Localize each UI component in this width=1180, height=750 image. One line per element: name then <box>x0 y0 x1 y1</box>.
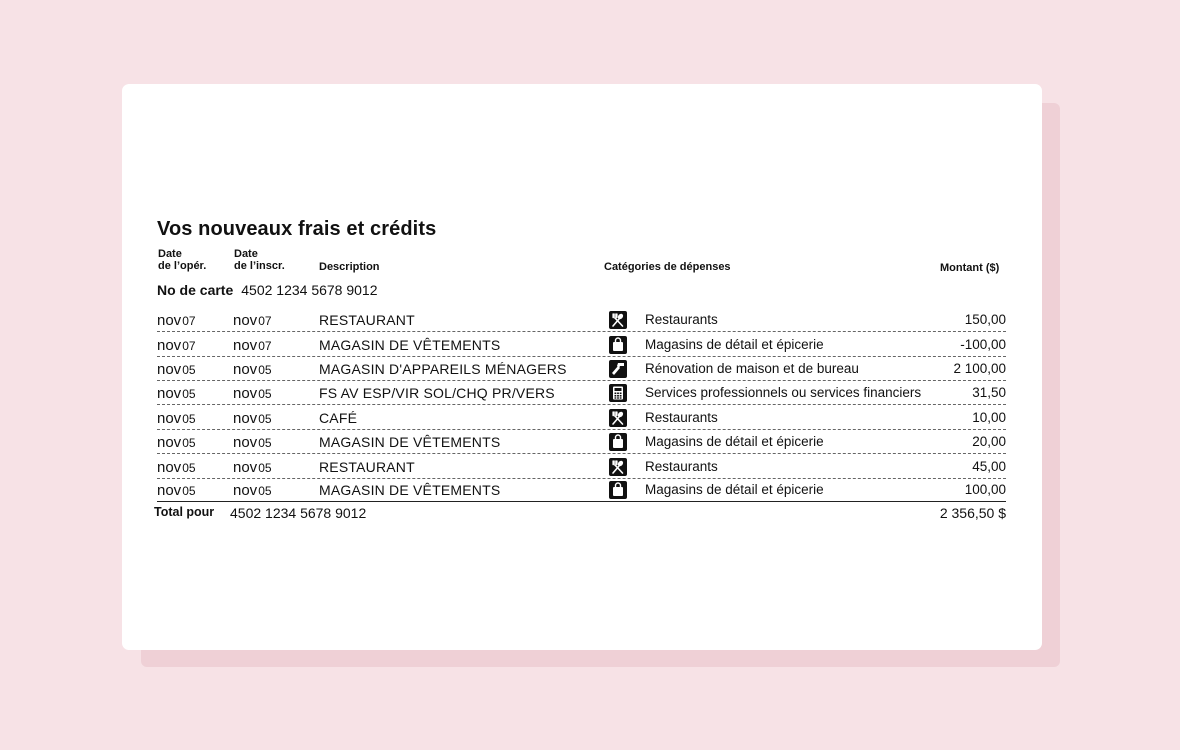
operation-date <box>157 312 196 329</box>
total-row <box>154 505 1006 525</box>
row-divider <box>157 453 1006 454</box>
operation-month: nov <box>157 482 182 499</box>
transaction-amount: 150,00 <box>964 312 1006 327</box>
table-row <box>157 457 1006 479</box>
transaction-category: Rénovation de maison et de bureau <box>645 361 859 376</box>
operation-day: 05 <box>182 461 196 475</box>
table-row <box>157 310 1006 332</box>
transaction-description: RESTAURANT <box>319 312 415 328</box>
table-row <box>157 383 1006 405</box>
operation-date <box>157 337 196 354</box>
operation-day: 05 <box>182 363 196 377</box>
transaction-category: Restaurants <box>645 410 718 425</box>
total-amount: 2 356,50 $ <box>939 505 1006 521</box>
transaction-description: CAFÉ <box>319 410 358 426</box>
table-row <box>157 480 1006 502</box>
operation-date <box>157 459 196 476</box>
row-divider <box>157 404 1006 405</box>
transaction-description: MAGASIN DE VÊTEMENTS <box>319 337 501 353</box>
row-divider <box>157 380 1006 381</box>
inscription-month: nov <box>233 434 258 451</box>
row-divider <box>157 331 1006 332</box>
total-label: Total pour <box>154 505 215 519</box>
shopping-bag-icon <box>609 433 627 451</box>
inscription-day: 05 <box>258 461 272 475</box>
card-number-label: No de carte <box>157 282 234 298</box>
inscription-month: nov <box>233 459 258 476</box>
operation-month: nov <box>157 312 182 329</box>
transaction-category: Services professionnels ou services financiers <box>645 385 922 400</box>
operation-date <box>157 434 196 451</box>
transaction-description: MAGASIN DE VÊTEMENTS <box>319 434 501 450</box>
inscription-day: 05 <box>258 363 272 377</box>
inscription-date <box>233 410 272 427</box>
header-date-inscription-line1: Date <box>234 248 258 260</box>
header-date-inscription <box>234 248 285 272</box>
inscription-month: nov <box>233 337 258 354</box>
row-divider <box>157 478 1006 479</box>
row-divider <box>157 429 1006 430</box>
inscription-day: 07 <box>258 314 272 328</box>
operation-date <box>157 361 196 378</box>
transaction-description: MAGASIN D'APPAREILS MÉNAGERS <box>319 361 567 377</box>
transaction-amount: -100,00 <box>960 337 1006 352</box>
header-date-inscription-line2: de l’inscr. <box>234 260 285 272</box>
hammer-icon <box>609 360 627 378</box>
transaction-amount: 10,00 <box>972 410 1006 425</box>
operation-day: 05 <box>182 387 196 401</box>
operation-month: nov <box>157 459 182 476</box>
inscription-date <box>233 434 272 451</box>
inscription-date <box>233 312 272 329</box>
calculator-icon <box>609 384 627 402</box>
operation-month: nov <box>157 361 182 378</box>
operation-month: nov <box>157 434 182 451</box>
transaction-category: Magasins de détail et épicerie <box>645 434 824 449</box>
operation-month: nov <box>157 410 182 427</box>
header-date-operation-line1: Date <box>158 248 182 260</box>
transaction-category: Magasins de détail et épicerie <box>645 482 824 497</box>
restaurant-icon <box>609 409 627 427</box>
inscription-month: nov <box>233 410 258 427</box>
total-card-number: 4502 1234 5678 9012 <box>230 505 367 521</box>
section-title: Vos nouveaux frais et crédits <box>157 218 437 240</box>
inscription-month: nov <box>233 312 258 329</box>
header-date-operation <box>158 248 206 272</box>
inscription-month: nov <box>233 361 258 378</box>
inscription-day: 05 <box>258 436 272 450</box>
card-number-line <box>157 282 378 298</box>
inscription-day: 07 <box>258 339 272 353</box>
operation-month: nov <box>157 385 182 402</box>
operation-day: 05 <box>182 412 196 426</box>
row-divider <box>157 501 1006 502</box>
transaction-category: Restaurants <box>645 312 718 327</box>
inscription-month: nov <box>233 482 258 499</box>
inscription-date <box>233 361 272 378</box>
operation-date <box>157 410 196 427</box>
table-row <box>157 432 1006 454</box>
table-row <box>157 408 1006 430</box>
transaction-description: RESTAURANT <box>319 459 415 475</box>
transaction-amount: 20,00 <box>972 434 1006 449</box>
transaction-amount: 45,00 <box>972 459 1006 474</box>
transaction-description: FS AV ESP/VIR SOL/CHQ PR/VERS <box>319 385 555 401</box>
inscription-date <box>233 337 272 354</box>
row-divider <box>157 356 1006 357</box>
header-amount: Montant ($) <box>940 262 1000 274</box>
restaurant-icon <box>609 458 627 476</box>
operation-day: 07 <box>182 339 196 353</box>
transaction-amount: 31,50 <box>972 385 1006 400</box>
transaction-category: Restaurants <box>645 459 718 474</box>
operation-day: 05 <box>182 436 196 450</box>
card-number-value: 4502 1234 5678 9012 <box>241 282 378 298</box>
transaction-amount: 100,00 <box>964 482 1006 497</box>
operation-month: nov <box>157 337 182 354</box>
inscription-date <box>233 482 272 499</box>
operation-day: 05 <box>182 484 196 498</box>
header-categories: Catégories de dépenses <box>604 261 731 273</box>
table-row <box>157 359 1006 381</box>
inscription-date <box>233 385 272 402</box>
transaction-category: Magasins de détail et épicerie <box>645 337 824 352</box>
inscription-day: 05 <box>258 484 272 498</box>
transaction-amount: 2 100,00 <box>953 361 1006 376</box>
inscription-day: 05 <box>258 412 272 426</box>
operation-date <box>157 385 196 402</box>
restaurant-icon <box>609 311 627 329</box>
inscription-month: nov <box>233 385 258 402</box>
operation-day: 07 <box>182 314 196 328</box>
transaction-description: MAGASIN DE VÊTEMENTS <box>319 482 501 498</box>
operation-date <box>157 482 196 499</box>
shopping-bag-icon <box>609 336 627 354</box>
inscription-date <box>233 459 272 476</box>
header-date-operation-line2: de l’opér. <box>158 260 207 272</box>
shopping-bag-icon <box>609 481 627 499</box>
header-description: Description <box>319 261 380 273</box>
table-row <box>157 335 1006 357</box>
inscription-day: 05 <box>258 387 272 401</box>
